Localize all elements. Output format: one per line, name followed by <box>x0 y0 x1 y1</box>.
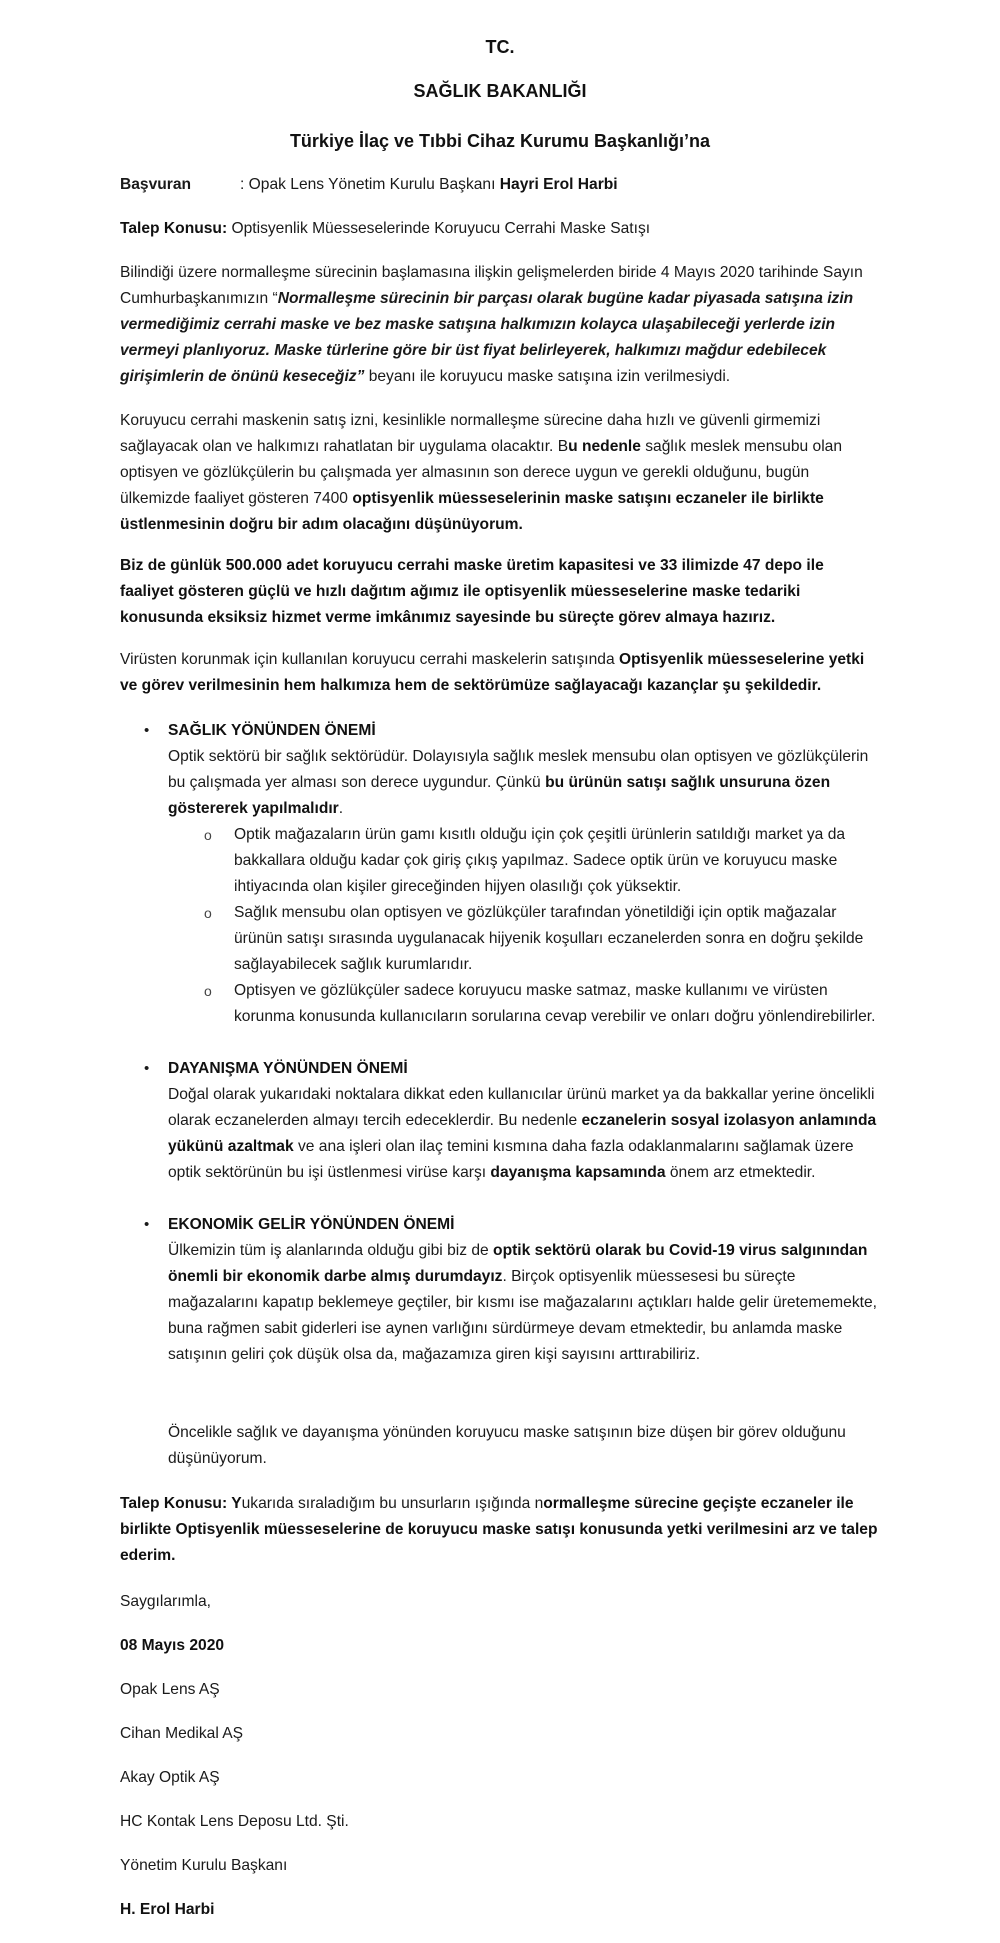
circle-bullet-icon: o <box>204 905 212 921</box>
p3-bold: Biz de günlük 500.000 adet koruyucu cerrahi maske üretim kapasitesi ve 33 ilimizde 47 depo ile faaliyet gösteren güçlü ve hızlı dağıtım ağımız ile optisyenlik müesseselerine maske tedariki konusunda eksiksiz hizmet verme imkânımız sayesinde bu süreçte görev almaya hazırız. <box>120 557 824 626</box>
p4-text: Virüsten korunmak için kullanılan koruyucu cerrahi maskelerin satışında <box>120 651 619 668</box>
circle-bullet-icon: o <box>204 983 212 999</box>
p2-bold-2: optisyenlik müesseselerinin maske satışını eczaneler ile birlikte üstlenmesinin doğru bir adım olacağını düşünüyorum. <box>120 490 824 533</box>
s3-text: Ülkemizin tüm iş alanlarında olduğu gibi biz de <box>168 1242 494 1259</box>
paragraph-3 <box>120 553 880 631</box>
header-ministry: SAĞLIK BAKANLIĞI <box>413 81 587 101</box>
bullet-icon: • <box>144 1216 150 1233</box>
p2-text: Koruyucu cerrahi maskenin satış izni, kesinlikle normalleşme sürecine daha hızlı ve güvenli girmemizi sağlayacak olan ve halkımızı rahatlatan bir uygulama olacaktır. B <box>120 412 821 455</box>
subject-line <box>120 216 880 242</box>
list-item <box>204 978 880 1030</box>
section-solidarity <box>144 1056 880 1082</box>
header-tc: TC. <box>485 37 515 57</box>
section-health <box>144 718 880 744</box>
p4-bold: Optisyenlik müesseselerine yetki ve görev verilmesinin hem halkımıza hem de sektörümüze sağlayacağı kazançlar şu şekildedir. <box>120 651 865 694</box>
section-economic-title: EKONOMİK GELİR YÖNÜNDEN ÖNEMİ <box>168 1216 455 1233</box>
request-paragraph <box>120 1491 880 1569</box>
paragraph-4 <box>120 647 880 699</box>
signer-role: Yönetim Kurulu Başkanı <box>120 1857 288 1874</box>
company-name: Opak Lens AŞ <box>120 1681 220 1698</box>
p1-quote: Normalleşme sürecinin bir parçası olarak bugüne kadar piyasada satışına izin vermediğimiz cerrahi maske ve bez maske satışına halkımızın kolayca ulaşabileceği yerlerde izin vermeyi planlıyoruz. Maske türlerine göre bir üst fiyat belirleyerek, halkımızı mağdur edebilecek girişimlerin de önünü keseceğiz” <box>120 290 854 385</box>
bullet-icon: • <box>144 1060 150 1077</box>
closing-opinion: Öncelikle sağlık ve dayanışma yönünden koruyucu maske satışının bize düşen bir görev olduğunu düşünüyorum. <box>168 1424 846 1467</box>
s1-text-end: . <box>338 800 344 817</box>
list-item-text: Optik mağazaların ürün gamı kısıtlı olduğu için çok çeşitli ürünlerin satıldığı market ya da bakkallara olduğu kadar çok giriş çıkış yapılmaz. Sadece optik ürün ve koruyucu maske ihtiyacında olan kişiler gireceğinden hijyen olasılığı çok yüksektir. <box>234 826 846 895</box>
list-item-text: Optisyen ve gözlükçüler sadece koruyucu maske satmaz, maske kullanımı ve virüsten korunma konusunda kullanıcıların sorularına cevap verebilir ve onları doğru yönlendirebilirler. <box>234 982 876 1025</box>
request-initial: Y <box>227 1495 242 1512</box>
date <box>120 1633 880 1659</box>
bullet-icon: • <box>144 722 150 739</box>
list-item-text: Sağlık mensubu olan optisyen ve gözlükçüler tarafından yönetildiği için optik mağazalar ürünün satışı sırasında uygulanacak hijyenik koşulları eczanelerden sonra en doğru şekilde sağlayabilecek sağlık kurumlarıdır. <box>234 904 864 973</box>
p1-text-end: beyanı ile koruyucu maske satışına izin verilmesiydi. <box>364 368 731 385</box>
s2-text: Doğal olarak yukarıdaki noktalara dikkat eden kullanıcılar ürünü market ya da bakkallar yerine öncelikli olarak eczanelerden almayı tercih edeceklerdir. Bu nedenle <box>168 1086 875 1129</box>
subject-value: Optisyenlik Müesseselerinde Koruyucu Cerrahi Maske Satışı <box>227 220 651 237</box>
company-name: Cihan Medikal AŞ <box>120 1725 244 1742</box>
subject-label: Talep Konusu: <box>120 220 228 237</box>
s2-text-3: önem arz etmektedir. <box>665 1164 816 1181</box>
s2-bold-2: dayanışma kapsamında <box>490 1164 666 1181</box>
list-item <box>204 900 880 978</box>
section-health-body <box>168 744 880 822</box>
signer-name-text: H. Erol Harbi <box>120 1901 215 1918</box>
section-solidarity-body <box>168 1082 880 1186</box>
request-label: Talep Konusu: <box>120 1495 228 1512</box>
section-health-title: SAĞLIK YÖNÜNDEN ÖNEMİ <box>168 722 376 739</box>
company-name: HC Kontak Lens Deposu Ltd. Şti. <box>120 1813 349 1830</box>
section-economic-body <box>168 1238 880 1368</box>
p1-text: Bilindiği üzere normalleşme sürecinin başlamasına ilişkin gelişmelerden biride 4 Mayıs 2020 tarihinde Sayın Cumhurbaşkanımızın “ <box>120 264 863 307</box>
section-economic <box>144 1212 880 1238</box>
applicant-label: Başvuran <box>120 176 192 193</box>
signer-name <box>120 1897 880 1923</box>
list-item <box>204 822 880 900</box>
s2-bold-1: eczanelerin sosyal izolasyon anlamında yükünü azaltmak <box>168 1112 877 1155</box>
s1-bold: bu ürünün satışı sağlık unsuruna özen göstererek yapılmalıdır <box>168 774 831 817</box>
request-bold: ormalleşme sürecine geçişte eczaneler ile birlikte Optisyenlik müesseselerine de koruyucu maske satışı konusunda yetki verilmesini arz ve talep ederim. <box>120 1495 878 1564</box>
paragraph-2 <box>120 408 880 538</box>
p2-text-2: sağlık meslek mensubu olan optisyen ve gözlükçülerin bu çalışmada yer almasının son derece uygun ve gerekli olduğunu, bugün ülkemizde faaliyet gösteren 7400 <box>120 438 843 507</box>
s3-text-2: . Birçok optisyenlik müessesesi bu süreçte mağazalarını kapatıp beklemeye geçtiler, bir kısmı ise mağazalarını açtıkları halde gelir üretememekte, buna rağmen sabit giderleri ise aynen varlığını sürdürmeye devam etmektedir, bu anlamda maske satışının geliri çok düşük olsa da, mağazamıza giren kişi sayısını arttırabiliriz. <box>168 1268 877 1363</box>
applicant-value: : Opak Lens Yönetim Kurulu Başkanı <box>240 176 500 193</box>
applicant-name: Hayri Erol Harbi <box>499 176 618 193</box>
header-recipient: Türkiye İlaç ve Tıbbi Cihaz Kurumu Başkanlığı’na <box>289 131 711 151</box>
s2-text-2: ve ana işleri olan ilaç temini kısmına daha fazla odaklanmalarını sağlamak üzere optik sektörünün bu işi üstlenmesi virüse karşı <box>168 1138 854 1181</box>
circle-bullet-icon: o <box>204 827 212 843</box>
greeting: Saygılarımla, <box>120 1593 211 1610</box>
section-solidarity-title: DAYANIŞMA YÖNÜNDEN ÖNEMİ <box>168 1060 408 1077</box>
applicant-line <box>120 172 880 198</box>
request-text: ukarıda sıraladığım bu unsurların ışığında n <box>241 1495 544 1512</box>
date-text: 08 Mayıs 2020 <box>120 1637 225 1654</box>
paragraph-1 <box>120 260 880 390</box>
s3-bold: optik sektörü olarak bu Covid-19 virus salgınından önemli bir ekonomik darbe almış durumdayız <box>168 1242 868 1285</box>
s1-text: Optik sektörü bir sağlık sektörüdür. Dolayısıyla sağlık meslek mensubu olan optisyen ve gözlükçülerin bu çalışmada yer alması son derece uygundur. Çünkü <box>168 748 869 791</box>
company-name: Akay Optik AŞ <box>120 1769 220 1786</box>
p2-bold-1: u nedenle <box>568 438 641 455</box>
